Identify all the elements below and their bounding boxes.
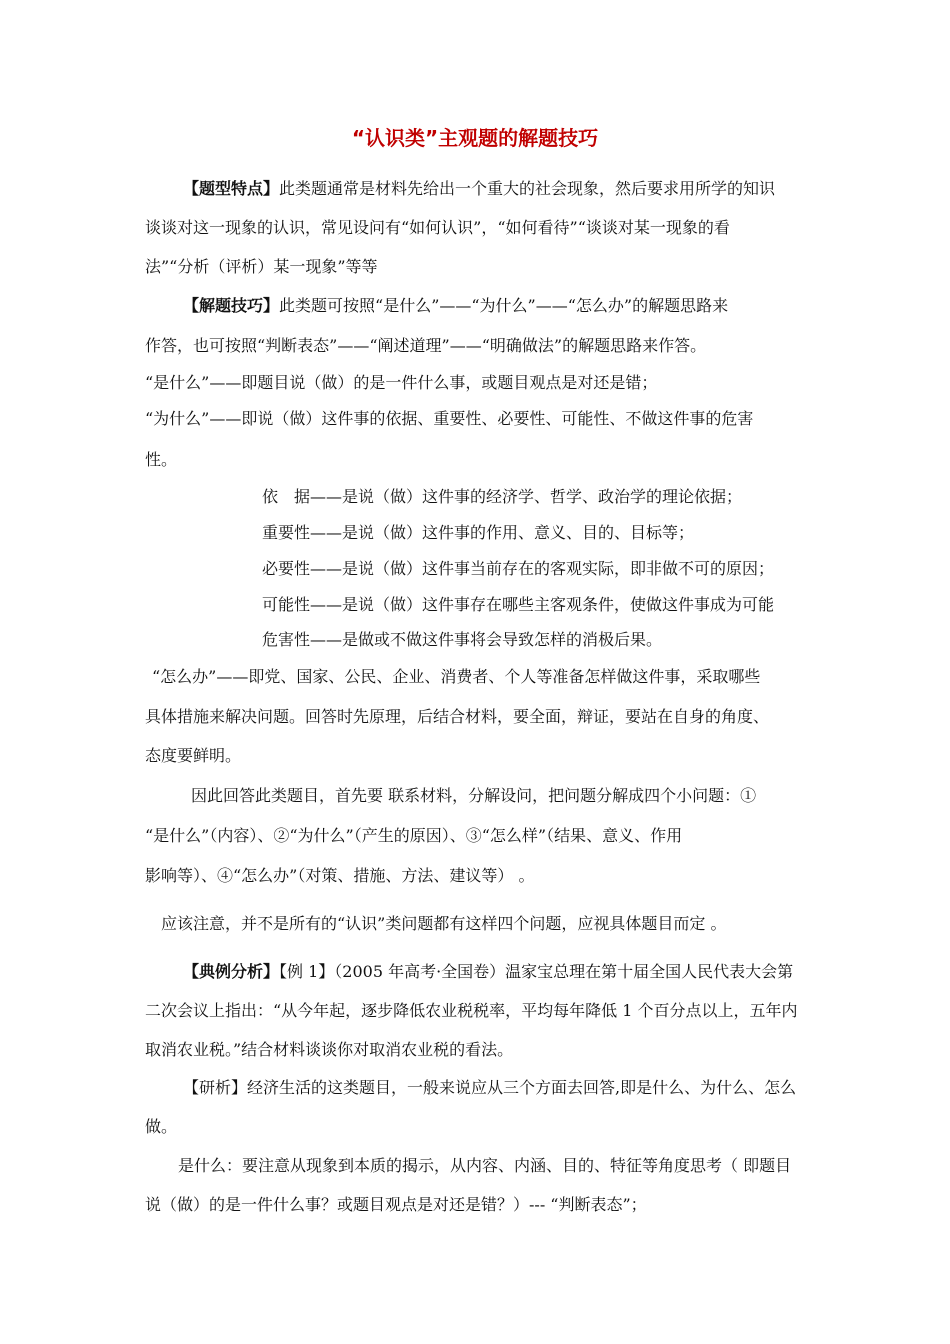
what-analysis-line-1: 是什么：要注意从现象到本质的揭示，从内容、内涵、目的、特征等角度思考（ 即题目 xyxy=(178,1156,792,1175)
skills-line-1 xyxy=(183,296,728,316)
example-line-3: 取消农业税。”结合材料谈谈你对取消农业税的看法。 xyxy=(145,1040,514,1059)
analysis-heading: 【研析】 xyxy=(183,1078,248,1097)
how-line-3: 态度要鲜明。 xyxy=(145,746,242,765)
example-line-2: 二次会议上指出：“从今年起，逐步降低农业税税率，平均每年降低 1 个百分点以上，五年内 xyxy=(145,1001,798,1020)
how-line-1: “怎么办”——即党、国家、公民、企业、消费者、个人等准备怎样做这件事，采取哪些 xyxy=(152,667,761,686)
what-analysis-line-2: 说（做）的是一件什么事？或题目观点是对还是错？）--- “判断表态”； xyxy=(145,1195,647,1214)
features-line-3: 法”“分析（评析）某一现象”等等 xyxy=(145,257,378,276)
skills-text-1: 此类题可按照“是什么”——“为什么”——“怎么办”的解题思路来 xyxy=(279,296,729,315)
basis-line: 依 据——是说（做）这件事的经济学、哲学、政治学的理论依据； xyxy=(262,487,743,506)
how-line-2: 具体措施来解决问题。回答时先原理，后结合材料，要全面，辩证，要站在自身的角度、 xyxy=(145,707,770,726)
features-text-1: 此类题通常是材料先给出一个重大的社会现象，然后要求用所学的知识 xyxy=(279,179,776,198)
possibility-line: 可能性——是说（做）这件事存在哪些主客观条件，使做这件事成为可能 xyxy=(262,595,775,614)
example-line-1 xyxy=(183,962,793,982)
analysis-line-2: 做。 xyxy=(145,1117,178,1136)
features-line-1 xyxy=(183,179,775,199)
summary-line-2: “是什么”（内容）、②“为什么”（产生的原因）、③“怎么样”（结果、意义、作用 xyxy=(145,826,683,845)
summary-line-3: 影响等）、④“怎么办”（对策、措施、方法、建议等） 。 xyxy=(145,866,535,885)
summary-note: 应该注意，并不是所有的“认识”类问题都有这样四个问题，应视具体题目而定 。 xyxy=(161,914,727,933)
analysis-text-1: 经济生活的这类题目，一般来说应从三个方面去回答,即是什么、为什么、怎么 xyxy=(247,1078,797,1097)
features-heading: 【题型特点】 xyxy=(183,179,280,198)
harm-line: 危害性——是做或不做这件事将会导致怎样的消极后果。 xyxy=(262,630,663,649)
necessity-line: 必要性——是说（做）这件事当前存在的客观实际，即非做不可的原因； xyxy=(262,559,775,578)
page-title: “认识类”主观题的解题技巧 xyxy=(351,126,599,150)
what-line: “是什么”——即题目说（做）的是一件什么事，或题目观点是对还是错； xyxy=(145,373,658,392)
skills-line-2: 作答，也可按照“判断表态”——“阐述道理”——“明确做法”的解题思路来作答。 xyxy=(145,336,707,355)
analysis-line-1 xyxy=(183,1078,796,1098)
features-line-2: 谈谈对这一现象的认识，常见设问有“如何认识”，“如何看待”“谈谈对某一现象的看 xyxy=(145,218,730,237)
why-line-1: “为什么”——即说（做）这件事的依据、重要性、必要性、可能性、不做这件事的危害 xyxy=(145,409,754,428)
example-text-1: 【例 1】（2005 年高考·全国卷）温家宝总理在第十届全国人民代表大会第 xyxy=(279,962,794,981)
skills-heading: 【解题技巧】 xyxy=(183,296,280,315)
why-line-2: 性。 xyxy=(145,450,178,469)
summary-line-1: 因此回答此类题目，首先要 联系材料，分解设问，把问题分解成四个小问题：① xyxy=(191,786,757,805)
importance-line: 重要性——是说（做）这件事的作用、意义、目的、目标等； xyxy=(262,523,695,542)
example-heading: 【典例分析】 xyxy=(183,962,280,981)
